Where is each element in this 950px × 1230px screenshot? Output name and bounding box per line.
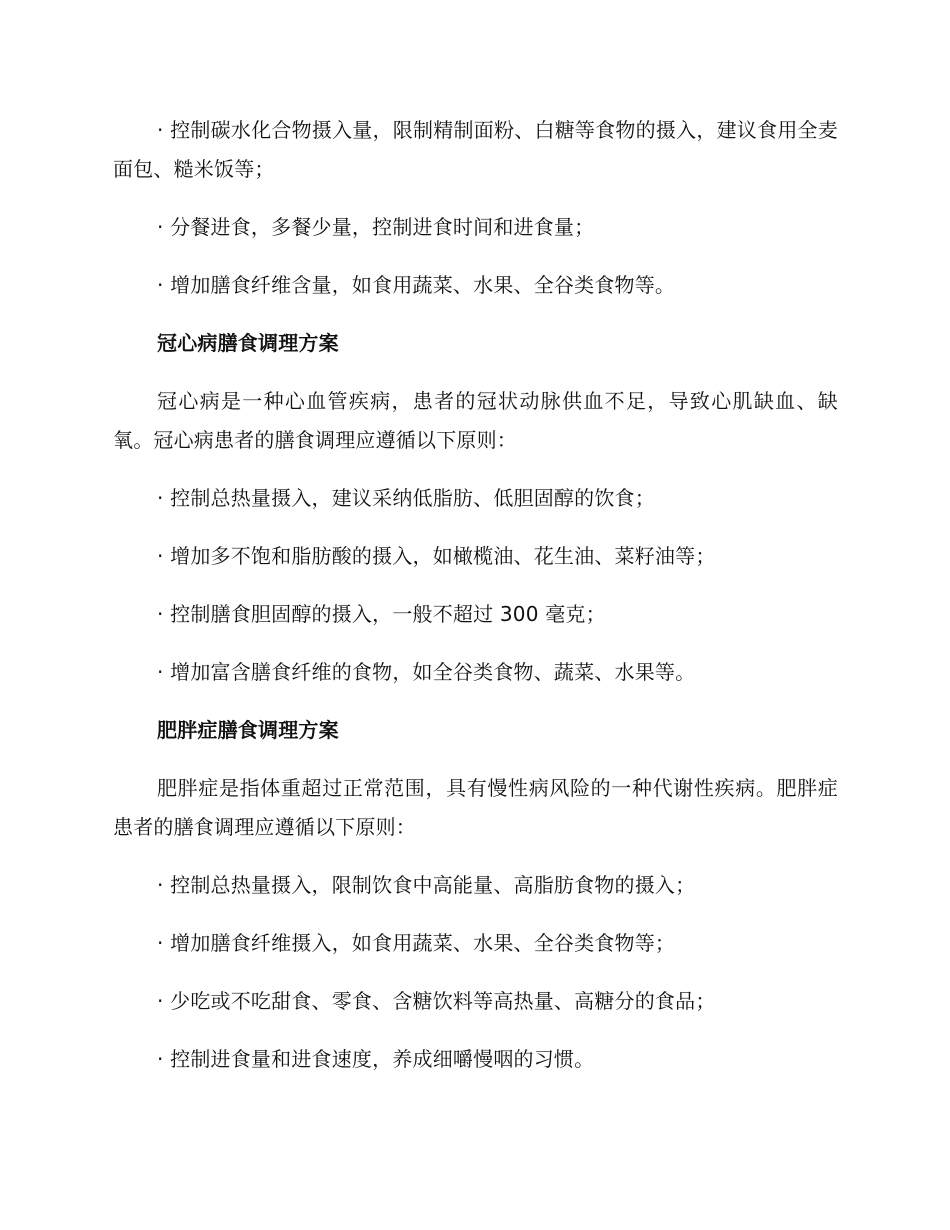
- section-heading-obesity: 肥胖症膳食调理方案: [157, 718, 339, 742]
- obesity-bullet-eating-speed: · 控制进食量和进食速度，养成细嚼慢咽的习惯。: [157, 1047, 595, 1071]
- coronary-bullet-fiber: · 增加富含膳食纤维的食物，如全谷类食物、蔬菜、水果等。: [157, 660, 696, 684]
- diabetes-bullet-fiber: · 增加膳食纤维含量，如食用蔬菜、水果、全谷类食物等。: [157, 273, 676, 297]
- coronary-bullet-cholesterol: · 控制膳食胆固醇的摄入，一般不超过 300 毫克；: [157, 602, 606, 626]
- obesity-bullet-fiber: · 增加膳食纤维摄入，如食用蔬菜、水果、全谷类食物等；: [157, 931, 676, 955]
- obesity-intro-paragraph: 肥胖症是指体重超过正常范围，具有慢性病风险的一种代谢性疾病。肥胖症患者的膳食调理应遵循以下原则：: [113, 776, 838, 839]
- coronary-bullet-calories: · 控制总热量摄入，建议采纳低脂肪、低胆固醇的饮食；: [157, 486, 655, 510]
- coronary-intro-paragraph: 冠心病是一种心血管疾病，患者的冠状动脉供血不足，导致心肌缺血、缺氧。冠心病患者的膳食调理应遵循以下原则：: [113, 389, 838, 452]
- coronary-bullet-fatty-acids: · 增加多不饱和脂肪酸的摄入，如橄榄油、花生油、菜籽油等；: [157, 544, 716, 568]
- diabetes-bullet-meals: · 分餐进食，多餐少量，控制进食时间和进食量；: [157, 215, 595, 239]
- obesity-bullet-calories: · 控制总热量摄入，限制饮食中高能量、高脂肪食物的摄入；: [157, 873, 696, 897]
- diabetes-bullet-carbohydrate: · 控制碳水化合物摄入量，限制精制面粉、白糖等食物的摄入，建议食用全麦面包、糙米饭等；: [113, 118, 838, 181]
- section-heading-coronary: 冠心病膳食调理方案: [157, 331, 339, 355]
- obesity-bullet-sweets: · 少吃或不吃甜食、零食、含糖饮料等高热量、高糖分的食品；: [157, 989, 716, 1013]
